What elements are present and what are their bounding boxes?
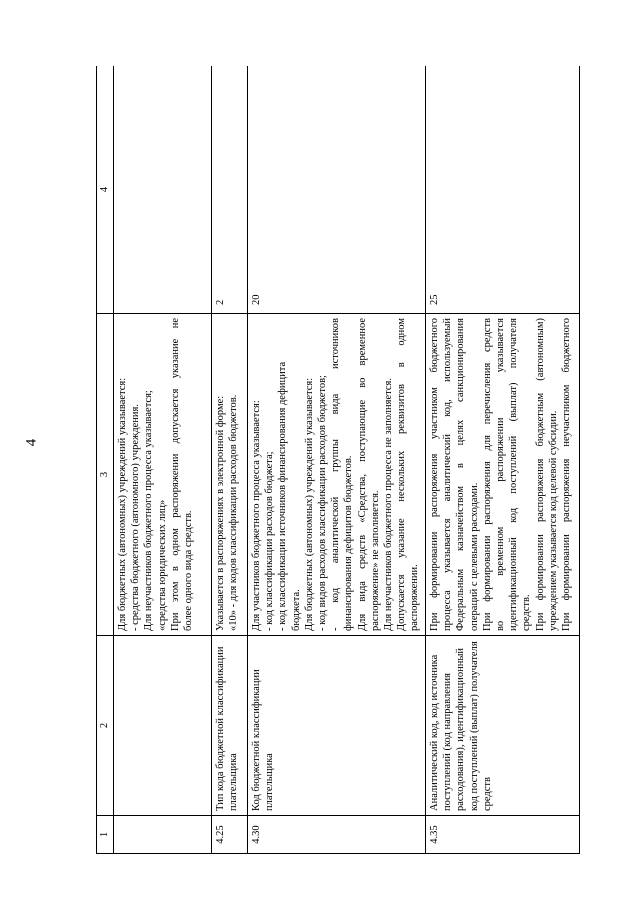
description-line: «средства юридических лиц» xyxy=(156,499,168,631)
row-name: Код бюджетной классификации плательщика xyxy=(248,636,426,816)
row-length: 2 xyxy=(212,66,248,314)
description-line: Для бюджетных (автономных) учреждений указывается: xyxy=(117,377,128,631)
description-line: Для неучастников бюджетного процесса указывается; xyxy=(143,390,155,631)
row-code: 4.30 xyxy=(248,816,426,854)
description-line: При формировании распоряжения для перечисления средств xyxy=(481,318,493,631)
row-description xyxy=(426,314,580,636)
row-length: 20 xyxy=(248,66,426,314)
description-line: - код классификации расходов бюджета; xyxy=(264,451,276,631)
description-line: Для бюджетных (автономных) учреждений указывается: xyxy=(303,377,315,631)
description-line: распоряжение» не заполняется. xyxy=(369,490,381,631)
row-code: 4.25 xyxy=(212,816,248,854)
description-line: финансирования дефицитов бюджетов. xyxy=(343,455,355,631)
table-row xyxy=(114,66,212,854)
description-line: распоряжении. xyxy=(409,564,421,631)
description-line: - код аналитической группы вида источников xyxy=(330,318,342,631)
table-header-row xyxy=(97,66,114,854)
header-col-3: 3 xyxy=(97,314,114,636)
description-line: При формировании распоряжения участником бюджетного xyxy=(429,318,440,631)
description-line: во временном распоряжении указывается xyxy=(495,318,507,631)
description-line: Допускается указание нескольких реквизитов в одном xyxy=(396,318,408,631)
description-line: «10» - для кодов классификации расходов бюджетов. xyxy=(228,394,240,631)
description-line: средств. xyxy=(521,594,533,631)
page-number: 4 xyxy=(23,438,40,447)
description-line: операций с целевыми расходами. xyxy=(468,482,480,631)
rotated-table-container xyxy=(96,66,580,854)
row-length: 25 xyxy=(426,66,580,314)
row-code: 4.35 xyxy=(426,816,580,854)
row-description xyxy=(212,314,248,636)
rotated-page-area xyxy=(96,66,580,854)
requisites-table xyxy=(96,66,580,854)
row-name xyxy=(114,636,212,816)
description-line: Для участников бюджетного процесса указывается: xyxy=(251,400,262,631)
row-code xyxy=(114,816,212,854)
row-description xyxy=(248,314,426,636)
description-line: - код видов расходов классификации расходов бюджетов; xyxy=(317,375,329,631)
table-row xyxy=(426,66,580,854)
row-name: Тип кода бюджетной классификации плательщика xyxy=(212,636,248,816)
table-row xyxy=(212,66,248,854)
table-row xyxy=(248,66,426,854)
header-col-1: 1 xyxy=(97,816,114,854)
description-line: Указывается в распоряжениях в электронной форме: xyxy=(215,395,226,631)
header-col-4: 4 xyxy=(97,66,114,314)
description-line: Для неучастников бюджетного процесса не заполняется. xyxy=(383,378,395,631)
row-length xyxy=(114,66,212,314)
row-name: Аналитический код, код источника поступлений (код направления расходования), идентификационный код поступлений (выплат) получателя средств xyxy=(426,636,580,816)
description-line: - код классификации источников финансирования дефицита xyxy=(277,361,289,631)
description-line: учреждением указывается код целевой субсидии. xyxy=(547,410,559,631)
description-line: Для вида средств «Средства, поступающие во временное xyxy=(356,318,368,631)
description-line: процесса указывается аналитический код, используемый xyxy=(442,318,454,631)
description-line: При этом в одном распоряжении допускается указание не xyxy=(169,318,181,631)
description-line: При формировании распоряжения бюджетным (автономным) xyxy=(534,318,546,631)
description-line: бюджета. xyxy=(290,589,302,631)
description-line: При формировании распоряжения неучастником бюджетного xyxy=(561,318,573,631)
description-line: - средства бюджетного (автономного) учреждения. xyxy=(130,404,142,631)
row-description xyxy=(114,314,212,636)
description-line: идентификационный код поступлений (выплат) получателя xyxy=(508,318,520,631)
description-line: Федеральным казначейством в целях санкционирования xyxy=(455,318,467,631)
description-line: более одного вида средств. xyxy=(183,510,195,631)
header-col-2: 2 xyxy=(97,636,114,816)
